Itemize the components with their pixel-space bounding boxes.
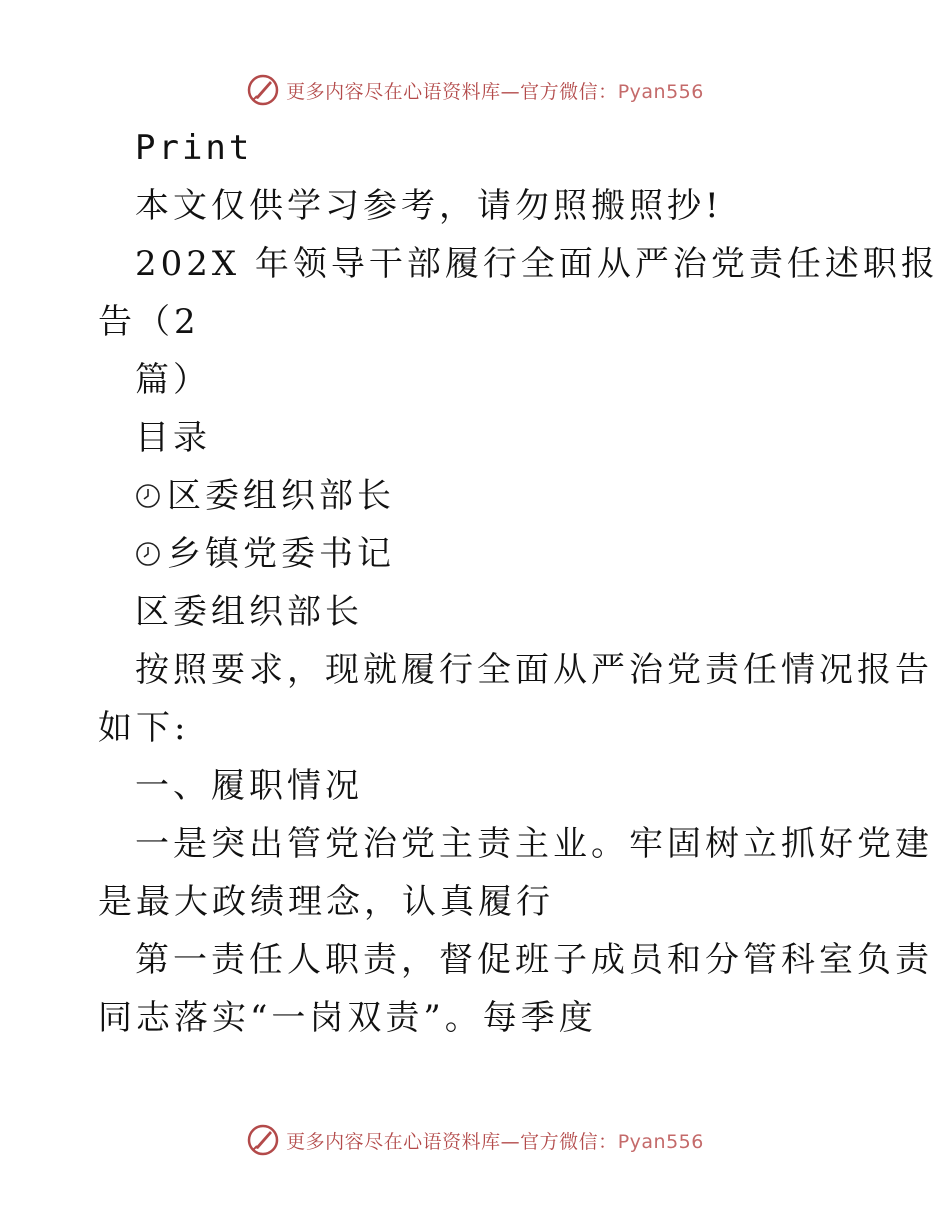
- toc-item-label: 区委组织部长: [167, 476, 395, 516]
- title-line-2: 告（2: [98, 302, 200, 342]
- section-title: 区委组织部长: [135, 592, 363, 632]
- watermark-official-label: 官方微信：: [520, 1130, 618, 1153]
- toc-item-district-org-head[interactable]: [135, 476, 395, 516]
- paragraph-line: 按照要求，现就履行全面从严治党责任情况报告: [135, 650, 933, 690]
- watermark-official-label: 官方微信：: [520, 80, 618, 103]
- watermark-separator: —: [500, 80, 521, 103]
- toc-item-label: 乡镇党委书记: [167, 534, 395, 574]
- feather-pen-logo-icon: [246, 73, 280, 107]
- title-line-1: 202X 年领导干部履行全面从严治党责任述职报: [135, 244, 939, 284]
- watermark-separator: —: [500, 1130, 521, 1153]
- header-watermark: [0, 70, 950, 110]
- section-heading: 一、履职情况: [135, 766, 363, 806]
- watermark-main-text: 更多内容尽在心语资料库: [286, 1130, 501, 1153]
- print-label: Print: [135, 128, 253, 168]
- paragraph-line: 是最大政绩理念，认真履行: [98, 882, 554, 922]
- watermark-text: [286, 1127, 704, 1154]
- paragraph-line: 第一责任人职责，督促班子成员和分管科室负责: [135, 940, 933, 980]
- footer-watermark: [0, 1120, 950, 1160]
- paragraph-line: 如下:: [98, 708, 190, 748]
- watermark-main-text: 更多内容尽在心语资料库: [286, 80, 501, 103]
- watermark-handle: Pyan556: [617, 80, 704, 103]
- title-line-3: 篇）: [135, 360, 211, 400]
- toc-item-township-secretary[interactable]: [135, 534, 395, 574]
- clock-icon: [135, 483, 161, 509]
- watermark-handle: Pyan556: [617, 1130, 704, 1153]
- paragraph-line: 一是突出管党治党主责主业。牢固树立抓好党建: [135, 824, 933, 864]
- clock-icon: [135, 541, 161, 567]
- notice-line: 本文仅供学习参考，请勿照搬照抄!: [135, 186, 723, 226]
- watermark-text: [286, 77, 704, 104]
- toc-heading: 目录: [135, 418, 211, 458]
- paragraph-line: 同志落实“一岗双责”。每季度: [98, 998, 597, 1038]
- feather-pen-logo-icon: [246, 1123, 280, 1157]
